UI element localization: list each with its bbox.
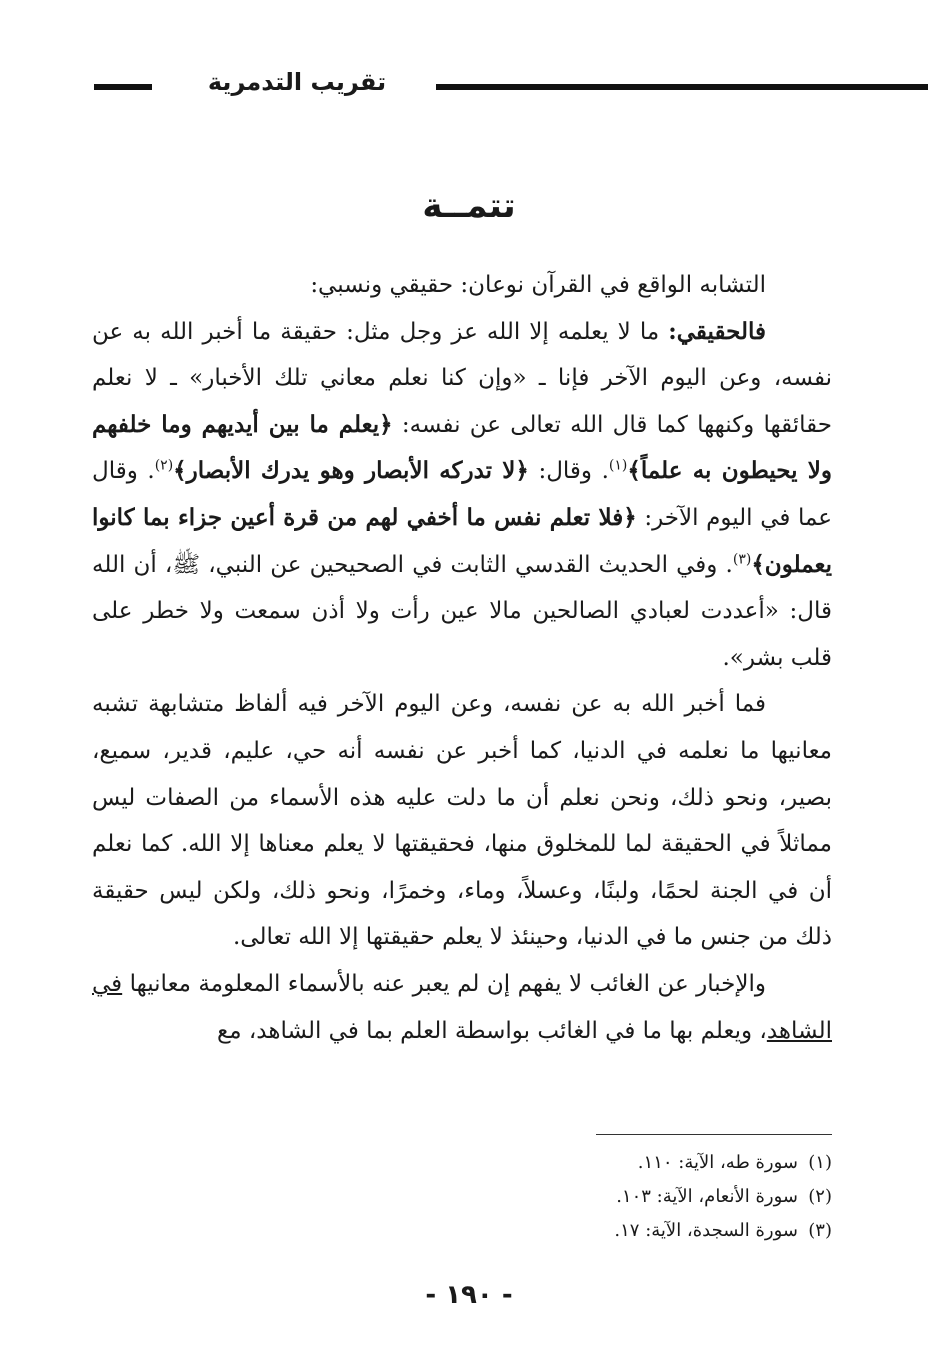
- paragraph-4-underlined: في الشاهد: [92, 970, 832, 1044]
- footnote-item: [92, 1214, 832, 1248]
- footnote-marker-3[interactable]: (٣): [732, 550, 752, 567]
- footnotes: [92, 1146, 832, 1248]
- quran-quote-1: ﴿يعلم ما بين أيديهم وما خلفهم ولا يحيطون به علماً﴾: [92, 410, 832, 485]
- header-rule-left: [94, 84, 152, 90]
- quran-quote-3: ﴿فلا تعلم نفس ما أخفي لهم من قرة أعين جزاء بما كانوا يعملون﴾: [92, 503, 832, 578]
- footnote-divider: [596, 1134, 832, 1135]
- footnote-number: (٢): [808, 1186, 832, 1207]
- running-header: [94, 62, 834, 112]
- body-text: [92, 262, 832, 1054]
- paragraph-4-text-a: والإخبار عن الغائب لا يفهم إن لم يعبر عنه بالأسماء المعلومة معانيها: [122, 970, 766, 997]
- term-real: فالحقيقي:: [668, 317, 766, 345]
- paragraph-1: التشابه الواقع في القرآن نوعان: حقيقي ونسبي:: [310, 272, 766, 298]
- footnote-marker-2[interactable]: (٢): [154, 457, 174, 474]
- section-title: تتمــة: [422, 186, 516, 226]
- paragraph-2-text-b: . وقال:: [528, 458, 609, 485]
- footnote-text: سورة السجدة، الآية: ١٧.: [614, 1220, 798, 1241]
- header-rule-right: [436, 84, 928, 90]
- footnote-text: سورة طه، الآية: ١١٠.: [637, 1152, 798, 1173]
- footnote-item: [92, 1146, 832, 1180]
- paragraph-4: [92, 961, 832, 1054]
- paragraph-3: فما أخبر الله به عن نفسه، وعن اليوم الآخر فيه ألفاظ متشابهة تشبه معانيها ما نعلمه في الدنيا، كما أخبر عن نفسه أنه حي، عليم، قدير، سميع، بصير، ونحو ذلك، ونحن نعلم أن ما دلت عليه هذه الأسماء من الصفات ليس مماثلاً في الحقيقة لما للمخلوق منها، فحقيقتها لا يعلم معناها إلا الله. كما نعلم أن في الجنة لحمًا، ولبنًا، وعسلاً، وماء، وخمرًا، ونحو ذلك، ولكن ليس حقيقة ذلك من جنس ما في الدنيا، وحينئذ لا يعلم حقيقتها إلا الله تعالى.: [92, 691, 832, 951]
- footnote-number: (٣): [808, 1220, 832, 1241]
- footnote-marker-1[interactable]: (١): [608, 457, 628, 474]
- paragraph-4-text-b: ، ويعلم بها ما في الغائب بواسطة العلم بما في الشاهد، مع: [216, 1017, 767, 1044]
- running-title: تقريب التدمرية: [207, 68, 387, 96]
- page-number: - ١٩٠ -: [425, 1280, 513, 1310]
- quran-quote-2: ﴿لا تدركه الأبصار وهو يدرك الأبصار﴾: [173, 457, 529, 485]
- paragraph-2-text-c: . وقال عما في اليوم الآخر:: [92, 458, 833, 531]
- footnote-text: سورة الأنعام، الآية: ١٠٣.: [616, 1186, 798, 1207]
- footnote-number: (١): [808, 1152, 832, 1173]
- paragraph-2-text-d: . وفي الحديث القدسي الثابت في الصحيحين عن النبي، ﷺ، أن الله قال: «أعددت لعبادي الصالحين مالا عين رأت ولا أذن سمعت ولا خطر على قلب بشر».: [92, 551, 832, 671]
- paragraph-2-text-a: ما لا يعلمه إلا الله عز وجل مثل: حقيقة ما أخبر الله به عن نفسه، وعن اليوم الآخر فإنا ـ «وإن كنا نعلم معاني تلك الأخبار» ـ لا نعلم حقائقها وكنهها كما قال الله تعالى عن نفسه:: [92, 318, 833, 438]
- paragraph-2: [92, 309, 832, 682]
- footnote-item: [92, 1180, 832, 1214]
